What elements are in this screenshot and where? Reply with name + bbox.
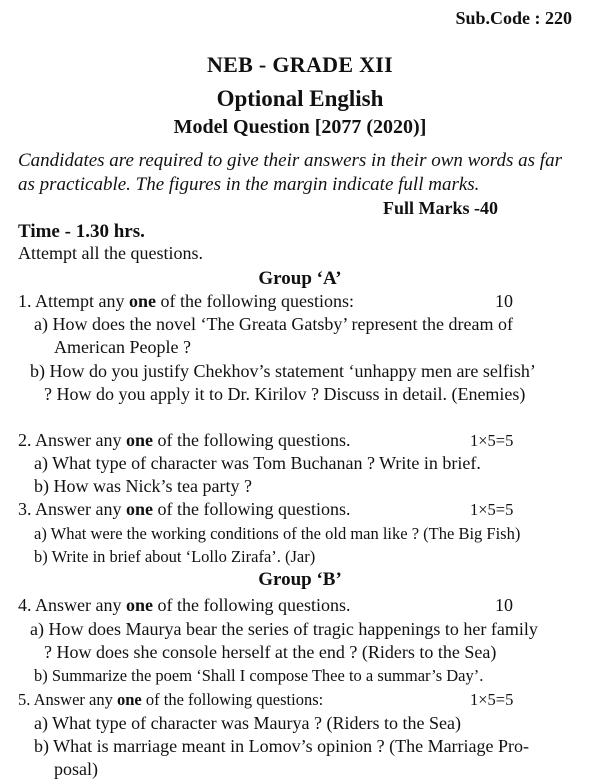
question-4a-line-2: ? How does she console herself at the end ? (Riders to the Sea)	[44, 642, 497, 662]
sub-code: Sub.Code : 220	[455, 8, 572, 28]
question-5a: a) What type of character was Maurya ? (Riders to the Sea)	[34, 713, 461, 733]
question-2-prefix: 2. Answer any	[18, 430, 126, 450]
question-1-emphasis: one	[129, 291, 156, 311]
question-4b: b) Summarize the poem ‘Shall I compose Thee to a summar’s Day’.	[34, 666, 484, 685]
question-1-suffix: of the following questions:	[156, 291, 354, 311]
model-question-title: Model Question [2077 (2020)]	[173, 116, 427, 138]
question-3-suffix: of the following questions.	[152, 499, 351, 519]
group-b-heading: Group ‘B’	[258, 569, 342, 590]
question-3	[18, 499, 350, 520]
question-2-marks: 1×5=5	[470, 431, 514, 450]
question-3-emphasis: one	[125, 499, 153, 519]
question-5-prefix: 5. Answer any	[18, 690, 117, 709]
subject-title: Optional English	[216, 86, 384, 111]
question-5-marks: 1×5=5	[470, 690, 514, 709]
question-4a-line-1: a) How does Maurya bear the series of tragic happenings to her family	[30, 619, 538, 639]
time-allowed: Time - 1.30 hrs.	[18, 221, 145, 242]
question-3-prefix: 3. Answer any	[18, 499, 126, 519]
question-4-emphasis: one	[125, 595, 153, 615]
question-1b-line-2: ? How do you apply it to Dr. Kirilov ? Discuss in detail. (Enemies)	[44, 384, 526, 404]
question-1a-line-1: a) How does the novel ‘The Greata Gatsby’ represent the dream of	[34, 314, 513, 334]
question-1-marks: 10	[495, 291, 513, 311]
full-marks: Full Marks -40	[383, 198, 498, 218]
question-5-suffix: of the following questions:	[141, 690, 324, 709]
question-2b: b) How was Nick’s tea party ?	[34, 476, 252, 496]
question-5-emphasis: one	[116, 690, 142, 709]
question-3-marks: 1×5=5	[470, 500, 514, 519]
group-a-heading: Group ‘A’	[258, 268, 342, 289]
question-4-prefix: 4. Answer any	[18, 595, 126, 615]
question-4-suffix: of the following questions.	[152, 595, 351, 615]
question-1	[18, 291, 354, 312]
question-2-emphasis: one	[125, 430, 153, 450]
instructions-line-2: as practicable. The figures in the margin indicate full marks.	[18, 174, 480, 195]
question-1a-line-2: American People ?	[54, 337, 191, 357]
board-grade-title: NEB - GRADE XII	[206, 52, 394, 77]
question-5b-line-2: posal)	[54, 759, 98, 779]
question-1b-line-1: b) How do you justify Chekhov’s statement ‘unhappy men are selfish’	[30, 361, 536, 381]
question-4	[18, 595, 350, 616]
question-2a: a) What type of character was Tom Buchanan ? Write in brief.	[34, 453, 481, 473]
question-5b-line-1: b) What is marriage meant in Lomov’s opinion ? (The Marriage Pro-	[34, 736, 530, 756]
question-2	[18, 430, 350, 451]
question-4-marks: 10	[495, 595, 513, 615]
attempt-instruction: Attempt all the questions.	[18, 243, 203, 263]
question-3b: b) Write in brief about ‘Lollo Zirafa’. (Jar)	[34, 547, 316, 566]
question-2-suffix: of the following questions.	[152, 430, 351, 450]
instructions-line-1: Candidates are required to give their answers in their own words as far	[18, 150, 562, 171]
question-3a: a) What were the working conditions of the old man like ? (The Big Fish)	[34, 524, 521, 543]
question-1-prefix: 1. Attempt any	[18, 291, 129, 311]
question-5	[18, 690, 323, 710]
